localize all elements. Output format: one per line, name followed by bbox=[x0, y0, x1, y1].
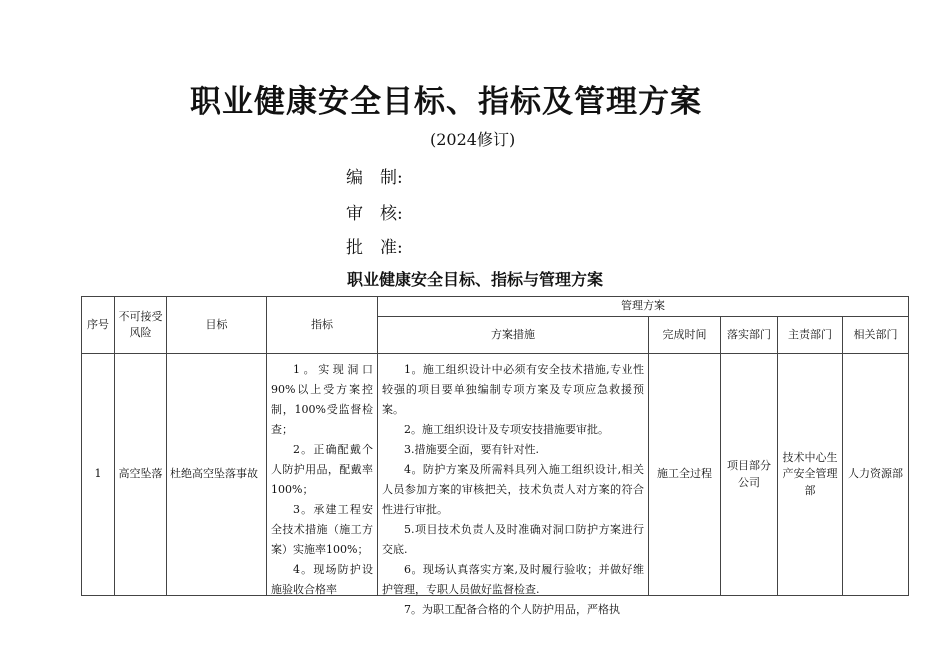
measure-item: 6。现场认真落实方案,及时履行验收；并做好维护管理，专职人员做好监督检查. bbox=[382, 563, 644, 596]
indicator-item: 3。承建工程安全技术措施（施工方案）实施率100%； bbox=[271, 503, 373, 556]
header-measures: 方案措施 bbox=[378, 317, 649, 354]
table-title: 职业健康安全目标、指标与管理方案 bbox=[346, 270, 603, 289]
measure-item: 4。防护方案及所需料具列入施工组织设计,相关人员参加方案的审核把关，技术负责人对方案的符合性进行审批。 bbox=[382, 463, 644, 516]
header-lead-dept: 主责部门 bbox=[778, 317, 843, 354]
measure-item: 7。为职工配备合格的个人防护用品，严格执 bbox=[404, 603, 620, 616]
signature-compile bbox=[346, 163, 416, 188]
indicator-item: 1。实现洞口90%以上受方案控制，100%受监督检查； bbox=[271, 363, 373, 436]
indicator-list bbox=[271, 360, 373, 596]
header-goal: 目标 bbox=[167, 297, 267, 354]
signature-review bbox=[346, 199, 416, 224]
cell-risk: 高空坠落 bbox=[115, 354, 167, 596]
measure-item: 3.措施要全面，要有针对性. bbox=[404, 443, 539, 456]
document-subtitle: (2024修订) bbox=[430, 130, 516, 149]
cell-seq: 1 bbox=[82, 354, 115, 596]
header-plan: 管理方案 bbox=[378, 297, 909, 317]
cell-implement-dept: 项目部分公司 bbox=[721, 354, 778, 596]
signature-approve bbox=[346, 233, 416, 258]
cell-goal: 杜绝高空坠落事故 bbox=[167, 354, 267, 596]
header-deadline: 完成时间 bbox=[649, 317, 721, 354]
header-risk: 不可接受风险 bbox=[115, 297, 167, 354]
header-related-dept: 相关部门 bbox=[843, 317, 909, 354]
measure-item: 5.项目技术负责人及时准确对洞口防护方案进行交底. bbox=[382, 523, 644, 556]
table-row bbox=[82, 354, 909, 596]
measure-item: 1。施工组织设计中必须有安全技术措施,专业性较强的项目要单独编制专项方案及专项应急救援预案。 bbox=[382, 363, 644, 416]
cell-indicators bbox=[267, 354, 378, 596]
header-seq: 序号 bbox=[82, 297, 115, 354]
cell-deadline: 施工全过程 bbox=[649, 354, 721, 596]
header-indicator: 指标 bbox=[267, 297, 378, 354]
plan-table bbox=[81, 296, 909, 616]
cell-related-dept: 人力资源部 bbox=[843, 354, 909, 596]
measure-item: 2。施工组织设计及专项安技措施要审批。 bbox=[404, 423, 609, 436]
signature-review-label: 审 核: bbox=[346, 204, 403, 224]
signature-approve-label: 批 准: bbox=[346, 238, 403, 258]
signature-compile-label: 编 制: bbox=[346, 168, 403, 188]
indicator-item: 4。现场防护设施验收合格率 bbox=[271, 563, 373, 596]
cell-lead-dept: 技术中心生产安全管理部 bbox=[778, 354, 843, 596]
header-implement-dept: 落实部门 bbox=[721, 317, 778, 354]
document-title: 职业健康安全目标、指标及管理方案 bbox=[190, 84, 702, 120]
cell-measures bbox=[378, 354, 649, 616]
header-row-1 bbox=[82, 297, 909, 317]
indicator-item: 2。正确配戴个人防护用品，配戴率100%； bbox=[271, 443, 373, 496]
measure-list bbox=[382, 360, 644, 616]
